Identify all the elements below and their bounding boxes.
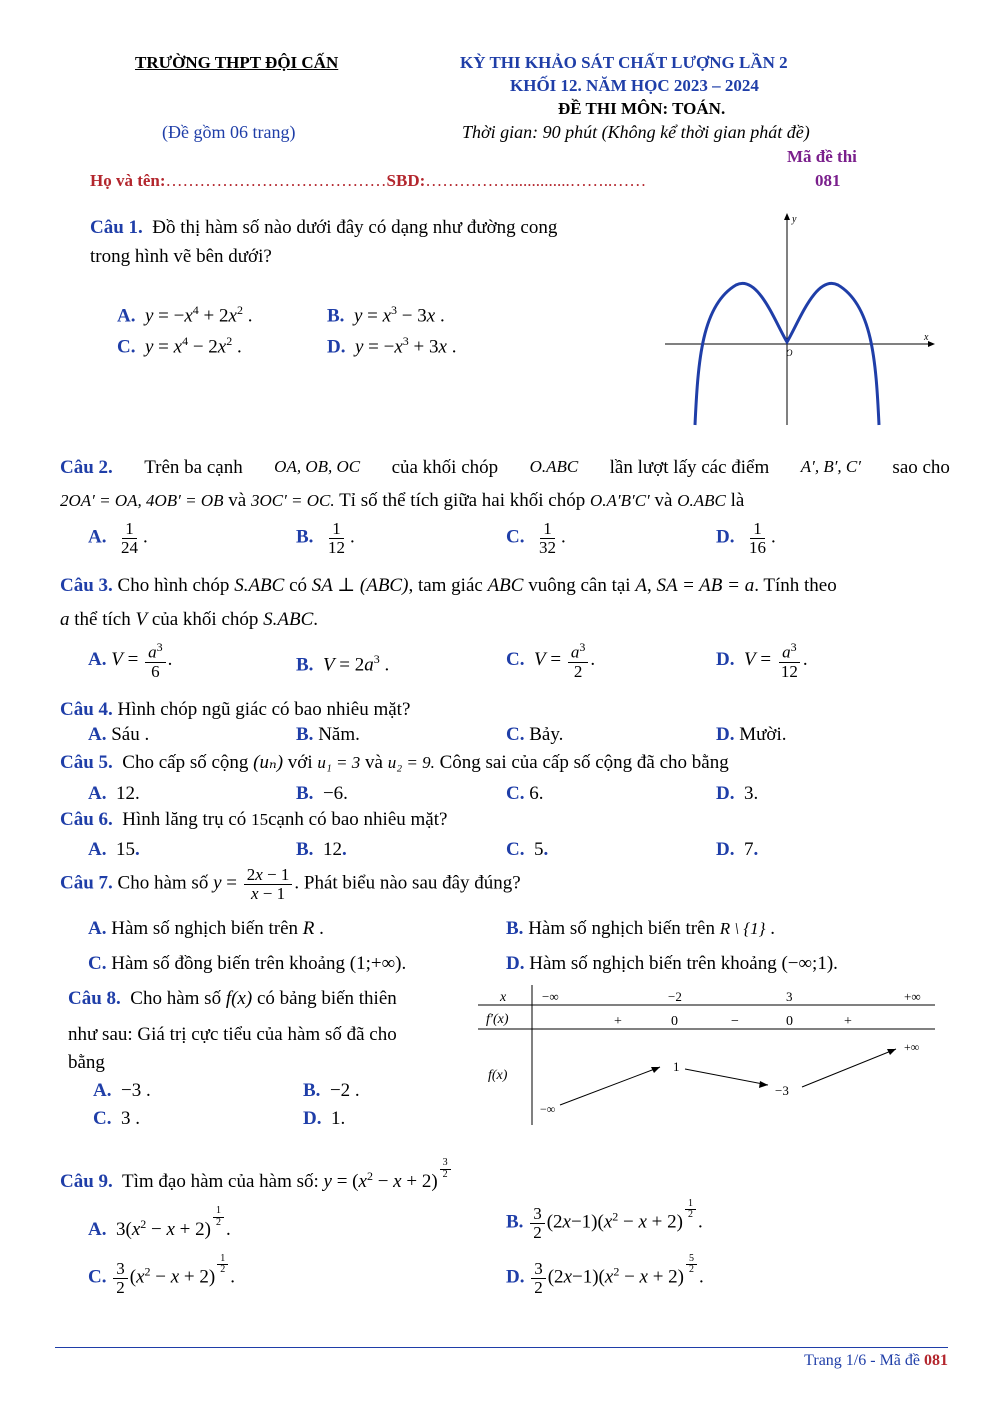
q2-option-a[interactable]: A. $\frac{1}{24}$ . (88, 519, 148, 557)
table-f-val-3: +∞ (904, 1040, 920, 1054)
q6-question: cạnh có bao nhiêu mặt? (268, 809, 448, 830)
q2-text: Trên ba cạnh (144, 457, 243, 478)
q2-small-pyramid: O.A′B′C′ (589, 491, 650, 510)
q3-vertex: A (635, 575, 647, 596)
table-fp-val-3: 0 (786, 1014, 793, 1029)
q5-d-text: 3. (743, 783, 759, 804)
q5-option-a[interactable]: A. 12. (88, 783, 140, 804)
q2-condition-2: 3OC′ = OC. (250, 491, 335, 510)
page-count: (Đề gồm 06 trang) (162, 122, 296, 142)
question-7-label: Câu 7. (60, 872, 113, 894)
q7-option-d[interactable]: D. Hàm số nghịch biến trên khoảng (−∞;1). (506, 953, 838, 974)
q6-c-text: 5 (533, 839, 544, 860)
question-6 (60, 809, 447, 831)
q8-b-text: −2 . (329, 1080, 360, 1101)
question-8-line2: như sau: Giá trị cực tiểu của hàm số đã cho (68, 1024, 397, 1045)
q8-table-text: có bảng biến thiên (256, 988, 397, 1009)
q6-b-text: 12 (322, 839, 342, 860)
question-1-line1: Đồ thị hàm số nào dưới đây có dạng như đường cong (152, 217, 558, 238)
q3-comma: , (646, 575, 652, 596)
footer-text: Trang 1/6 - Mã đề (804, 1352, 920, 1369)
q2-points: A′, B′, C′ (800, 457, 861, 476)
q5-question: Công sai của cấp số cộng đã cho bằng (439, 752, 729, 773)
q1-graph (660, 210, 940, 430)
q5-c-text: 6. (529, 783, 544, 804)
q6-edges: 15 (251, 810, 269, 829)
q4-d-text: Mười. (739, 724, 787, 745)
q7-b-set: R \ {1} (719, 919, 766, 938)
question-2-line1 (60, 457, 950, 479)
question-4-text: Hình chóp ngũ giác có bao nhiêu mặt? (117, 699, 411, 720)
q4-option-b[interactable]: B. Năm. (296, 724, 360, 745)
q8-a-text: −3 . (120, 1080, 151, 1101)
question-8-line3: bằng (68, 1052, 105, 1073)
q3-period: . (313, 609, 319, 630)
y-axis-label: y (792, 214, 797, 225)
q3-option-b[interactable]: B. $V = 2a^3$ . (296, 652, 390, 676)
q7-a-text: Hàm số nghịch biến trên (111, 918, 299, 939)
question-7: Câu 7. Cho hàm số y = $\frac{2x - 1}{x - 1}$ . Phát biểu nào sau đây đúng? (60, 865, 521, 903)
q7-option-b[interactable]: B. Hàm số nghịch biến trên R \ {1} . (506, 918, 775, 939)
table-fp-val-1: 0 (671, 1014, 678, 1029)
question-6-label: Câu 6. (60, 809, 113, 830)
y-axis-arrow (784, 213, 790, 220)
q5-text: Cho cấp số cộng (122, 752, 249, 773)
q7-b-text: Hàm số nghịch biến trên (528, 918, 715, 939)
q6-d-text: 7 (743, 839, 754, 860)
x-axis-label: x (924, 332, 929, 343)
table-x-val-2: 3 (786, 989, 793, 1004)
q2-and-2: và (654, 490, 673, 511)
q2-ratio-text: Tỉ số thể tích giữa hai khối chóp (339, 490, 586, 511)
arrow-up-1 (560, 1067, 660, 1105)
q3-var-v: V (135, 609, 148, 630)
q2-text-2: của khối chóp (391, 457, 499, 478)
question-2-line2 (60, 490, 744, 512)
q1-option-d[interactable]: D. $y = -x^3 + 3x$ . (327, 334, 457, 358)
q7-d-text: Hàm số nghịch biến trên khoảng (529, 953, 777, 974)
q1-option-b[interactable]: B. $y = x^3 - 3x$ . (327, 303, 445, 327)
q6-option-d[interactable]: D. 7. (716, 839, 759, 860)
q6-a-text: 15 (115, 839, 135, 860)
q4-option-a[interactable]: A. Sáu . (88, 724, 150, 745)
q9-option-c[interactable]: C. $\frac{3}{2}$ $(x^2 - x + 2)$ $^{\frac{1}{2}}$ . (88, 1252, 235, 1297)
q3-triangle: ABC (487, 575, 524, 596)
q3-text: Cho hình chóp (117, 575, 230, 596)
q8-option-a[interactable]: A. −3 . (93, 1080, 151, 1101)
subject-title: ĐỀ THI MÔN: TOÁN. (558, 99, 726, 118)
footer-code: 081 (924, 1352, 948, 1369)
question-5-label: Câu 5. (60, 752, 113, 773)
q4-option-c[interactable]: C. Bảy. (506, 724, 564, 745)
q5-sequence: (uₙ) (253, 752, 284, 773)
candidate-line (90, 171, 646, 191)
q1-option-d-label: D. (327, 336, 346, 358)
q5-b-text: −6. (322, 783, 348, 804)
question-3-line2 (60, 609, 318, 631)
question-1-label: Câu 1. (90, 217, 143, 238)
q1-option-a-label: A. (117, 305, 136, 327)
q1-option-c[interactable]: C. $y = x^4 - 2x^2$ . (117, 334, 242, 358)
q1-option-a[interactable]: A. $y = -x^4 + 2x^2$ . (117, 303, 253, 327)
q3-compute: . Tính theo (754, 575, 837, 596)
question-3-label: Câu 3. (60, 575, 113, 596)
q3-pyramid-2: S.ABC (263, 609, 314, 630)
question-3-line1 (60, 574, 837, 597)
q2-condition-1: 2OA′ = OA, 4OB′ = OB (60, 491, 224, 510)
q6-text: Hình lăng trụ có (122, 809, 247, 830)
q7-option-a[interactable]: A. Hàm số nghịch biến trên R . (88, 918, 324, 939)
q8-text: Cho hàm số (130, 988, 222, 1009)
arrow-up-2 (802, 1049, 896, 1087)
table-f-label: f(x) (488, 1068, 508, 1083)
q4-b-text: Năm. (318, 724, 360, 745)
table-f-val-2: −3 (775, 1083, 789, 1098)
arrow-down-head (759, 1081, 768, 1088)
table-x-val-3: +∞ (904, 989, 921, 1004)
q3-has: có (289, 575, 308, 596)
name-label: Họ và tên: (90, 171, 166, 190)
school-name: TRƯỜNG THPT ĐỘI CẤN (135, 53, 339, 72)
q3-volume-text: thể tích (74, 609, 131, 630)
exam-title: KỲ THI KHẢO SÁT CHẤT LƯỢNG LẦN 2 (460, 53, 788, 72)
q9-option-a[interactable]: A. $3(x^2 - x + 2)$ $^{\frac{1}{2}}$ . (88, 1205, 231, 1241)
q9-option-d[interactable]: D. $\frac{3}{2}$ $(2x-1)(x^2 - x + 2)$ $^{\frac{5}{2}}$ . (506, 1252, 704, 1297)
question-8-line1 (68, 988, 397, 1010)
exam-code-label: Mã đề thi (787, 147, 857, 166)
table-fp-val-4: + (844, 1014, 852, 1029)
q2-text-4: sao cho (892, 457, 950, 478)
q4-c-text: Bảy. (529, 724, 564, 745)
sbd-label: SBD: (386, 171, 426, 190)
q5-option-d[interactable]: D. 3. (716, 783, 759, 804)
table-fp-val-2: − (731, 1014, 739, 1029)
q5-with: với (287, 752, 313, 773)
q5-and: và (365, 752, 383, 773)
q5-option-c[interactable]: C. 6. (506, 783, 544, 804)
q2-big-pyramid: O.ABC (677, 491, 726, 510)
question-1-text (90, 217, 557, 239)
q2-option-b[interactable]: B. $\frac{1}{12}$ . (296, 519, 355, 557)
question-2-label: Câu 2. (60, 457, 113, 478)
q8-option-c[interactable]: C. 3 . (93, 1108, 140, 1129)
table-x-val-0: −∞ (542, 989, 559, 1004)
q6-option-b[interactable]: B. 12. (296, 839, 347, 860)
q3-pyramid: S.ABC (234, 575, 285, 596)
q7-a-set: R (302, 918, 315, 939)
q9-option-b[interactable]: B. $\frac{3}{2}$ $(2x-1)(x^2 - x + 2)$ $^{\frac{1}{2}}$ . (506, 1197, 703, 1242)
q7-text: Cho hàm số (117, 872, 209, 894)
q7-option-c[interactable]: C. Hàm số đồng biến trên khoảng (1;+∞). (88, 953, 407, 974)
q7-c-text: Hàm số đồng biến trên khoảng (111, 953, 345, 974)
question-9-label: Câu 9. (60, 1171, 113, 1193)
question-8-label: Câu 8. (68, 988, 121, 1009)
table-x-label: x (500, 990, 507, 1005)
q5-option-b[interactable]: B. −6. (296, 783, 348, 804)
table-x-val-1: −2 (668, 989, 682, 1004)
page-footer (804, 1352, 948, 1370)
q2-text-3: lần lượt lấy các điểm (609, 457, 770, 478)
question-4-label: Câu 4. (60, 699, 113, 720)
table-f-val-1: 1 (673, 1059, 680, 1074)
q5-u1: u₁ = 3 (317, 753, 361, 772)
name-dots: ………………………………… (165, 171, 387, 190)
q3-triangle-text: , tam giác (408, 575, 483, 596)
q7-c-set: (1;+∞) (349, 953, 402, 974)
variation-table (470, 985, 940, 1125)
q9-text: Tìm đạo hàm của hàm số: (121, 1171, 319, 1193)
table-fp-val-0: + (614, 1014, 622, 1029)
q7-d-set: (−∞;1) (781, 953, 834, 974)
question-1-line2: trong hình vẽ bên dưới? (90, 246, 272, 267)
q2-is: là (730, 490, 745, 511)
q3-lengths: SA = AB = a (656, 575, 755, 596)
q3-var-a: a (60, 609, 70, 630)
q8-function: f(x) (225, 988, 253, 1009)
q3-option-d[interactable]: D. V = $\frac{a^3}{12}$ . (716, 640, 808, 681)
q8-d-text: 1. (330, 1108, 346, 1129)
exam-code: 081 (815, 171, 841, 190)
q2-option-c[interactable]: C. $\frac{1}{32}$ . (506, 519, 566, 557)
q5-u2: u₂ = 9. (387, 753, 435, 772)
exam-time: Thời gian: 90 phút (Không kể thời gian phát đề) (462, 122, 810, 142)
q3-right-isosceles: vuông cân tại (528, 575, 631, 596)
q4-option-d[interactable]: D. Mười. (716, 724, 787, 745)
footer-divider (55, 1347, 948, 1348)
question-4 (60, 699, 410, 721)
q1-option-b-label: B. (327, 305, 345, 327)
q4-a-text: Sáu . (111, 724, 150, 745)
q3-of-pyramid: của khối chóp (151, 609, 259, 630)
q7-question: . Phát biểu nào sau đây đúng? (294, 872, 521, 894)
origin-label: O (786, 348, 793, 358)
table-f-val-0: −∞ (540, 1102, 556, 1116)
q5-a-text: 12. (115, 783, 140, 804)
question-9: Câu 9. Tìm đạo hàm của hàm số: $y = (x^2 - x + 2)$ $^{\frac{3}{2}}$ (60, 1166, 453, 1193)
table-fp-label: f′(x) (486, 1012, 509, 1027)
q6-option-c[interactable]: C. 5. (506, 839, 549, 860)
q8-c-text: 3 . (120, 1108, 140, 1129)
arrow-down (685, 1069, 768, 1085)
q8-option-b[interactable]: B. −2 . (303, 1080, 360, 1101)
q2-option-d[interactable]: D. $\frac{1}{16}$ . (716, 519, 776, 557)
q2-pyramid: O.ABC (529, 457, 579, 476)
x-axis-arrow (928, 341, 935, 347)
sbd-dots: ……………..............……..…… (425, 171, 647, 190)
q2-edges: OA, OB, OC (274, 457, 361, 476)
question-5 (60, 751, 729, 774)
grade-year: KHỐI 12. NĂM HỌC 2023 – 2024 (510, 76, 759, 95)
q6-option-a[interactable]: A. 15. (88, 839, 140, 860)
q2-and: và (228, 490, 247, 511)
q3-option-a[interactable]: A. V = $\frac{a^3}{6}$ . (88, 640, 173, 681)
q1-option-c-label: C. (117, 336, 136, 358)
q3-perp: SA ⊥ (ABC) (311, 575, 409, 596)
q3-option-c[interactable]: C. V = $\frac{a^3}{2}$ . (506, 640, 596, 681)
q8-option-d[interactable]: D. 1. (303, 1108, 346, 1129)
